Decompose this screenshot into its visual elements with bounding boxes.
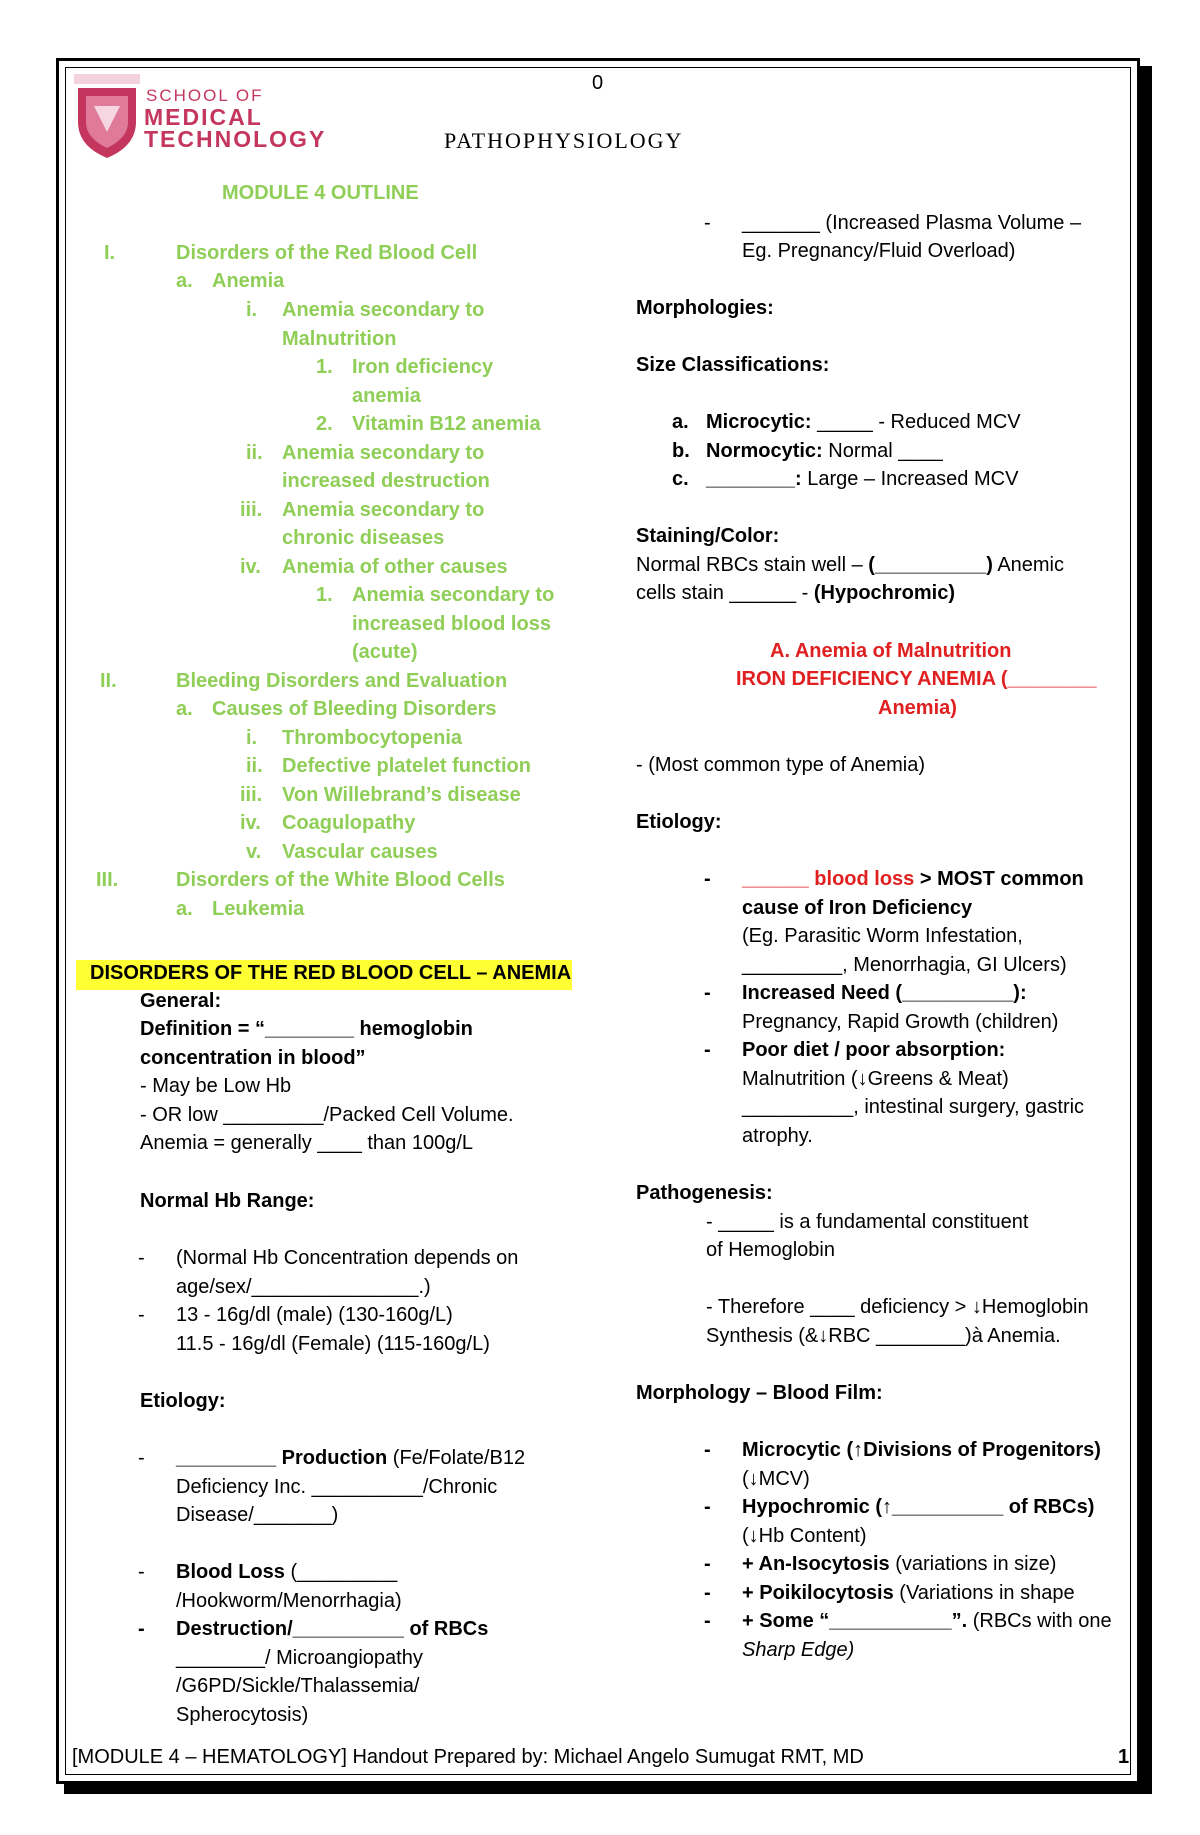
etiology-r1-line-1: ______ blood loss > MOST common: [742, 868, 1084, 890]
bullet-dash: -: [138, 1447, 145, 1469]
size-classifications-heading: Size Classifications:: [636, 354, 830, 376]
outline-row-number: 1.: [316, 584, 333, 606]
size-a-text: Microcytic: _____ - Reduced MCV: [706, 411, 1021, 433]
logo-line-3: TECHNOLOGY: [144, 126, 327, 152]
ida-heading-line-2: Anemia): [878, 697, 957, 719]
bullet-dash: -: [704, 1039, 711, 1061]
outline-row-number: III.: [96, 869, 119, 891]
morph-1-line-2: (↓MCV): [742, 1468, 810, 1490]
outline-row-text: Anemia secondary to: [282, 499, 485, 521]
morph-4: + Poikilocytosis (Variations in shape: [742, 1582, 1075, 1604]
definition-line-4: - OR low _________/Packed Cell Volume.: [140, 1104, 514, 1126]
definition-line-2: concentration in blood”: [140, 1047, 366, 1069]
outline-row-number: ii.: [246, 755, 263, 777]
outline-row-text: Anemia: [212, 270, 285, 292]
outline-row-text: Vascular causes: [282, 841, 438, 863]
outline-row-number: a.: [176, 270, 193, 292]
outline-row-text: (acute): [352, 641, 418, 663]
outline-row-text: Bleeding Disorders and Evaluation: [176, 670, 508, 692]
footer-text: [MODULE 4 – HEMATOLOGY] Handout Prepared by: Michael Angelo Sumugat RMT, MD: [72, 1746, 864, 1768]
bullet-dash: -: [138, 1247, 145, 1269]
outline-row-number: iii.: [240, 499, 263, 521]
definition-line-1: Definition = “________ hemoglobin: [140, 1018, 473, 1040]
definition-line-3: - May be Low Hb: [140, 1075, 292, 1097]
outline-row-text: Vitamin B12 anemia: [352, 413, 541, 435]
hb-line-4: 11.5 - 16g/dl (Female) (115-160g/L): [176, 1333, 490, 1355]
bullet-dash: -: [704, 1439, 711, 1461]
logo-line-2: MEDICAL: [144, 104, 263, 130]
hb-line-1: (Normal Hb Concentration depends on: [176, 1247, 519, 1269]
outline-title: MODULE 4 OUTLINE: [222, 182, 419, 204]
plasma-line-2: Eg. Pregnancy/Fluid Overload): [742, 240, 1016, 262]
etiology-heading: Etiology:: [140, 1390, 226, 1412]
pathogenesis-heading: Pathogenesis:: [636, 1182, 773, 1204]
etiology-r1-line-2: cause of Iron Deficiency: [742, 897, 973, 919]
outline-row-number: i.: [246, 299, 258, 321]
page-marker: 0: [592, 72, 604, 94]
pathogenesis-line-1: - _____ is a fundamental constituent: [706, 1211, 1029, 1233]
outline-row-text: Anemia of other causes: [282, 556, 508, 578]
etiology-r3-line-2: Malnutrition (↓Greens & Meat): [742, 1068, 1009, 1090]
outline-row-text: anemia: [352, 385, 421, 407]
staining-line-1: Normal RBCs stain well – (__________) Anemic: [636, 554, 1065, 576]
outline-row-text: Anemia secondary to: [282, 299, 485, 321]
document-title: PATHOPHYSIOLOGY: [444, 128, 684, 153]
morph-2-line-1: Hypochromic (↑__________ of RBCs): [742, 1496, 1095, 1518]
morphologies-heading: Morphologies:: [636, 297, 774, 319]
etiology-r2-line-1: Increased Need (__________):: [742, 982, 1027, 1004]
etiology-1-line-2: Deficiency Inc. __________/Chronic: [176, 1476, 498, 1498]
etiology-r2-line-2: Pregnancy, Rapid Growth (children): [742, 1011, 1059, 1033]
outline-row-number: ii.: [246, 442, 263, 464]
outline-row-number: v.: [246, 841, 262, 863]
outline-row-text: increased blood loss: [352, 613, 551, 635]
section-heading: DISORDERS OF THE RED BLOOD CELL – ANEMIA: [90, 962, 572, 984]
etiology-3-line-2: ________/ Microangiopathy: [176, 1647, 423, 1669]
staining-heading: Staining/Color:: [636, 525, 780, 547]
bullet-dash: -: [138, 1561, 145, 1583]
size-a-label: a.: [672, 411, 689, 433]
morph-5-line-2: Sharp Edge): [742, 1639, 855, 1661]
right-etiology-heading: Etiology:: [636, 811, 722, 833]
morph-1-line-1: Microcytic (↑Divisions of Progenitors): [742, 1439, 1101, 1461]
outline-row-number: II.: [100, 670, 117, 692]
outline-row-number: 1.: [316, 356, 333, 378]
morph-3: + An-Isocytosis (variations in size): [742, 1553, 1057, 1575]
size-b-label: b.: [672, 440, 690, 462]
outline-row-text: Leukemia: [212, 898, 305, 920]
etiology-1-line-3: Disease/_______): [176, 1504, 339, 1526]
outline-row-text: increased destruction: [282, 470, 490, 492]
bullet-dash: -: [704, 1496, 711, 1518]
logo-line-1: SCHOOL OF: [146, 86, 264, 105]
outline-row-number: I.: [104, 242, 116, 264]
definition-line-5: Anemia = generally ____ than 100g/L: [140, 1132, 474, 1154]
size-c-text: ________: Large – Increased MCV: [706, 468, 1019, 490]
outline-row-text: chronic diseases: [282, 527, 445, 549]
bullet-dash: -: [704, 868, 711, 890]
outline-row-number: iv.: [240, 812, 261, 834]
outline-row-number: 2.: [316, 413, 333, 435]
etiology-r1-line-3: (Eg. Parasitic Worm Infestation,: [742, 925, 1023, 947]
outline-row-number: a.: [176, 898, 193, 920]
morphology-film-heading: Morphology – Blood Film:: [636, 1382, 883, 1404]
outline-row-number: iii.: [240, 784, 263, 806]
outline-row-text: Malnutrition: [282, 328, 397, 350]
subsection-a-heading: A. Anemia of Malnutrition: [770, 640, 1012, 662]
hb-line-2: age/sex/_______________.): [176, 1276, 431, 1298]
outline-row-text: Causes of Bleeding Disorders: [212, 698, 497, 720]
hb-line-3: 13 - 16g/dl (male) (130-160g/L): [176, 1304, 453, 1326]
pathogenesis-line-2: of Hemoglobin: [706, 1239, 835, 1261]
bullet-dash: -: [704, 1610, 711, 1632]
outline-row-text: Anemia secondary to: [352, 584, 555, 606]
outline-row-text: Anemia secondary to: [282, 442, 485, 464]
etiology-2-line-2: /Hookworm/Menorrhagia): [176, 1590, 402, 1612]
most-common-note: - (Most common type of Anemia): [636, 754, 925, 776]
bullet-dash: -: [704, 1582, 711, 1604]
etiology-r3-line-4: atrophy.: [742, 1125, 813, 1147]
outline-row-number: a.: [176, 698, 193, 720]
outline-row-text: Thrombocytopenia: [282, 727, 463, 749]
etiology-3-line-3: /G6PD/Sickle/Thalassemia/: [176, 1675, 420, 1697]
bullet-dash: -: [704, 982, 711, 1004]
outline-row-number: iv.: [240, 556, 261, 578]
outline-row-text: Disorders of the Red Blood Cell: [176, 242, 478, 264]
bullet-dash: -: [138, 1304, 145, 1326]
etiology-1-line-1: _________ Production (Fe/Folate/B12: [176, 1447, 526, 1469]
outline-row-text: Iron deficiency: [352, 356, 494, 378]
etiology-r1-line-4: _________, Menorrhagia, GI Ulcers): [742, 954, 1067, 976]
staining-line-2: cells stain ______ - (Hypochromic): [636, 582, 956, 604]
morph-5-line-1: + Some “___________”. (RBCs with one: [742, 1610, 1112, 1632]
etiology-r3-line-3: __________, intestinal surgery, gastric: [742, 1096, 1085, 1118]
normal-hb-heading: Normal Hb Range:: [140, 1190, 315, 1212]
outline-row-number: i.: [246, 727, 258, 749]
outline-row-text: Disorders of the White Blood Cells: [176, 869, 505, 891]
bullet-dash: -: [138, 1618, 145, 1640]
general-heading: General:: [140, 990, 222, 1012]
footer-page-number: 1: [1118, 1746, 1130, 1768]
etiology-2-line-1: Blood Loss (_________: [176, 1561, 398, 1583]
etiology-3-line-4: Spherocytosis): [176, 1704, 309, 1726]
outline-row-text: Coagulopathy: [282, 812, 416, 834]
bullet-dash: -: [704, 1553, 711, 1575]
outline-row-text: Defective platelet function: [282, 755, 531, 777]
bullet-dash: -: [704, 212, 711, 234]
etiology-r3-line-1: Poor diet / poor absorption:: [742, 1039, 1006, 1061]
size-b-text: Normocytic: Normal ____: [706, 440, 943, 462]
morph-2-line-2: (↓Hb Content): [742, 1525, 867, 1547]
size-c-label: c.: [672, 468, 689, 490]
plasma-line-1-text: _______ (Increased Plasma Volume –: [742, 212, 1082, 234]
university-seal-icon: [72, 72, 142, 160]
etiology-3-line-1: Destruction/__________ of RBCs: [176, 1618, 489, 1640]
pathogenesis-line-3: - Therefore ____ deficiency > ↓Hemoglobin: [706, 1296, 1089, 1318]
pathogenesis-line-4: Synthesis (&↓RBC ________)à Anemia.: [706, 1325, 1061, 1347]
ida-heading-line-1: IRON DEFICIENCY ANEMIA (________: [736, 668, 1097, 690]
outline-row-text: Von Willebrand’s disease: [282, 784, 521, 806]
